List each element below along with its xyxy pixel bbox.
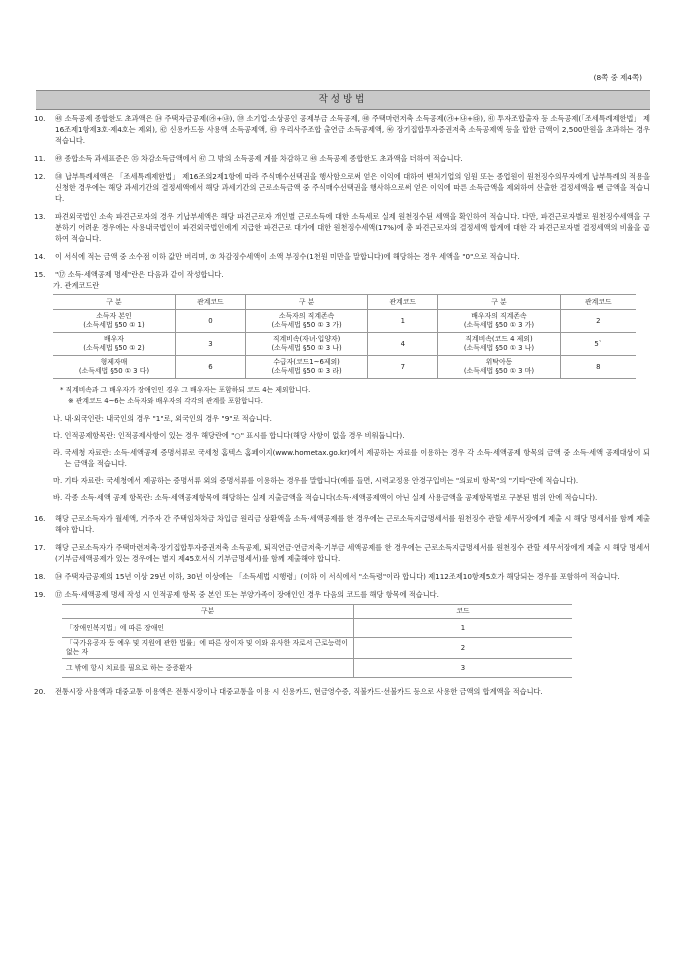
note-line: ※ 관계코드 4~6는 소득자와 배우자의 각각의 관계를 포함합니다. [68,397,263,405]
item-text: ㊾ 종합소득 과세표준은 ㉟ 차감소득금액에서 ㊼ 그 밖의 소득공제 계를 차감하고 ㊽ 소득공제 종합한도 초과액을 더하여 적습니다. [55,154,463,163]
code-cell: 5` [560,333,636,356]
item-text: ㊽ 소득공제 종합한도 초과액은 ㉞ 주택자금공제(㉮+㉯), ㊴ 소기업·소상공인 공제부금 소득공제, ㊵ 주택마련저축 소득공제(㉮+㉯+㉰), ㊶ 투자조합출자 등 소득공제(「조세특례제한법」 제16조제1항제3호·제4호는 제외), ㊷ 신용카드등 사용액 소득공제액, ㊸ 우리사주조합 출연금 소득공제액, ㊻ 장기집합투자증권저축 소득공제액 등을 합한 금액이 2,500만원을 초과하는 경우 적습니다. [55,114,650,145]
relation-cell: 위탁아동 (소득세법 §50 ① 3 마) [438,356,560,379]
sub-item-ba [53,492,650,503]
item-text: 전통시장 사용액과 대중교통 이용액은 전통시장이나 대중교통을 이용 시 신용카드, 현금영수증, 직불카드·선불카드 등으로 사용한 금액의 합계액을 적습니다. [55,687,543,696]
code-cell: 3 [175,333,245,356]
code-cell: 3 [354,659,573,678]
table-row [62,638,572,659]
instruction-item-19 [34,589,650,600]
sub-text: 각종 소득·세액 공제 항목란: 소득·세액공제항목에 해당하는 실제 지출금액을 적습니다(소득·세액공제액이 아닌 실제 사용금액을 공제항목별로 구분된 범위 안에 적습니다). [64,493,598,502]
relation-cell: 형제자매 (소득세법 §50 ① 3 다) [53,356,175,379]
sub-text: 기타 자료란: 국세청에서 제공하는 증명서류 외의 증명서류를 이용하는 경우를 말합니다(예를 들면, 시력교정용 안경구입비는 "의료비 항목"의 "기타"란에 적습니다). [64,476,579,485]
table-row [62,659,572,678]
item-number: 11. [34,154,46,163]
sub-text: 국세청 자료란: 소득·세액공제 증명서류로 국세청 홈텍스 홈페이지(www.hometax.go.kr)에서 제공하는 자료를 이용하는 경우 각 소득·세액공제 항목의 금액 중 소득·세액 공제대상이 되는 금액을 적습니다. [64,448,650,468]
item-text: ㉞ 주택자금공제의 15년 이상 29년 이하, 30년 이상에는 「소득세법 시행령」(이하 이 서식에서 "소득령"이라 합니다) 제112조제10항제5호가 해당되는 경우를 포함하여 적습니다. [55,572,620,581]
disability-code-table [62,604,572,678]
column-header: 관계코드 [560,295,636,310]
code-cell: 7 [368,356,438,379]
item-number: 15. [34,270,46,279]
note-line: * 직계비속과 그 배우자가 장애인인 경우 그 배우자는 포함하되 코드 4는 제외합니다. [60,386,311,394]
sub-label: 마. [53,476,63,485]
instruction-item-13 [34,211,650,244]
item-number: 13. [34,212,46,221]
code-cell: 2 [560,310,636,333]
item-text: 해당 근로소득자가 월세액, 거주자 간 주택임차차금 차입금 원리금 상환액을 소득·세액공제를 한 경우에는 근로소득지급명세서를 원천징수 관할 세무서장에게 제출 시 해당 명세서를 함께 제출해야 합니다. [55,514,650,534]
category-cell: 「장애인복지법」에 따른 장애인 [62,619,354,638]
column-header: 구 분 [245,295,367,310]
column-header: 관계코드 [368,295,438,310]
sub-text: 내·외국인란: 내국인의 경우 "1"로, 외국인의 경우 "9"로 적습니다. [64,414,272,423]
sub-item-ra [53,447,650,469]
code-cell: 1 [354,619,573,638]
relation-cell: 배우자 (소득세법 §50 ① 2) [53,333,175,356]
instruction-item-15 [34,269,650,280]
instruction-item-16 [34,513,650,535]
item-number: 16. [34,514,46,523]
code-cell: 8 [560,356,636,379]
item-number: 17. [34,543,46,552]
item-number: 12. [34,172,46,181]
relation-cell: 소득자의 직계존속 (소득세법 §50 ① 3 가) [245,310,367,333]
relationship-code-table [53,294,636,379]
item-number: 19. [34,590,46,599]
item-text: ⑰ 소득·세액공제 명세 작성 시 인적공제 항목 중 본인 또는 부양가족이 장애인인 경우 다음의 코드를 해당 항목에 적습니다. [55,590,439,599]
instruction-item-17 [34,542,650,564]
column-header: 관계코드 [175,295,245,310]
relation-cell: 직계비속(자녀·입양자) (소득세법 §50 ① 3 나) [245,333,367,356]
code-cell: 1 [368,310,438,333]
relation-cell: 배우자의 직계존속 (소득세법 §50 ① 3 가) [438,310,560,333]
section-title: 작성방법 [36,90,650,110]
instruction-item-11 [34,153,650,164]
code-cell: 4 [368,333,438,356]
sub-item-ma [53,475,650,486]
code-cell: 0 [175,310,245,333]
sub-text: 인적공제항목란: 인적공제사항이 있는 경우 해당란에 "○" 표시를 합니다(해당 사항이 없을 경우 비워둡니다). [64,431,405,440]
column-header: 코드 [354,605,573,619]
item-number: 10. [34,114,46,123]
item-text: "⑰ 소득·세액공제 명세"란은 다음과 같이 작성합니다. [55,270,224,279]
sub-label: 나. [53,414,63,423]
item-number: 14. [34,252,46,261]
code-cell: 6 [175,356,245,379]
item-number: 18. [34,572,46,581]
column-header: 구 분 [438,295,560,310]
column-header: 구 분 [53,295,175,310]
table-row [53,333,636,356]
table-notes [60,385,650,407]
item-text: ㊿ 납부특례세액은 「조세특례제한법」 제16조의2제1항에 따라 주식매수선택권을 행사함으로써 얻은 이익에 대하여 벤처기업의 임원 또는 종업원이 원천징수의무자에게 납부특례의 적용을 신청한 경우에는 해당 과세기간의 결정세액에서 해당 과세기간의 근로소득금액 중 주식매수선택권을 행사하으로써 얻은 이익에 따른 소득금액을 제외하여 산출한 결정세액을 뺀 금액을 적습니다. [55,172,650,203]
page-indicator: (8쪽 중 제4쪽) [593,73,642,82]
instruction-item-18 [34,571,650,582]
relation-cell: 수급자(코드1~6제외) (소득세법 §50 ① 3 라) [245,356,367,379]
item-text: 파견외국법인 소속 파견근로자의 경우 기납부세액은 해당 파견근로자 개인별 근로소득에 대한 소득세로 실제 원천징수된 세액을 확인하여 적습니다. 다만, 파견근로자별로 원천징수세액을 구분하기 어려운 경우에는 사용내국법인이 파견외국법인에게 지급한 파견근로 대가에 대한 원천징수세액(17%)에 총 파견근로자의 결정세액 합계에 대한 각 파견근로자별 결정세액의 비율을 곱하여 적습니다. [55,212,650,243]
instruction-item-14 [34,251,650,262]
item-text: 해당 근로소득자가 주택마련저축·장기집합투자증권저축 소득공제, 퇴직연금·연금저축·기부금 세액공제를 한 경우에는 근로소득지급명세서를 원천징수 관할 세무서장에게 제출 시 해당 명세서(기부금세액공제가 있는 경우에는 별지 제45호서식 기부금명세서)를 함께 제출해야 합니다. [55,543,650,563]
table-header-row [53,295,636,310]
instruction-item-20 [34,686,650,697]
sub-item-da [53,430,650,441]
item-text: 이 서식에 적는 금액 중 소수점 이하 값만 버리며, ⑦ 차감징수세액이 소액 부징수(1천원 미만을 말합니다)에 해당하는 경우 세액을 "0"으로 적습니다. [55,252,520,261]
table-row [53,356,636,379]
code-cell: 2 [354,638,573,659]
relation-cell: 직계비속(코드 4 제외) (소득세법 §50 ① 3 나) [438,333,560,356]
relation-cell: 소득자 본인 (소득세법 §50 ① 1) [53,310,175,333]
table-row [62,619,572,638]
table-row [53,310,636,333]
category-cell: 그 밖에 항시 치료를 필요로 하는 중증환자 [62,659,354,678]
instructions-body [34,113,650,704]
column-header: 구분 [62,605,354,619]
sub-heading-ga: 가. 관계코드란 [53,281,100,290]
sub-label: 바. [53,493,63,502]
item-number: 20. [34,687,46,696]
instruction-item-10 [34,113,650,146]
sub-label: 라. [53,448,63,457]
category-cell: 「국가유공자 등 예우 및 지원에 관한 법률」에 따른 상이자 및 이와 유사한 자로서 근로능력이 없는 자 [62,638,354,659]
sub-label: 다. [53,431,63,440]
instruction-item-12 [34,171,650,204]
table-header-row [62,605,572,619]
sub-item-na [53,413,650,424]
